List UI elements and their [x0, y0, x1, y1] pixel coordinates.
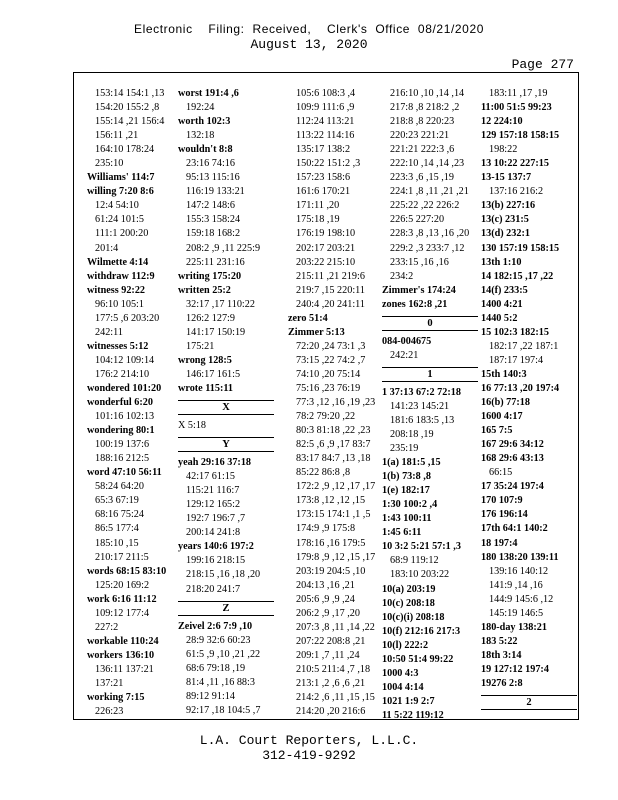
index-entry: wondering 80:1 — [87, 425, 155, 437]
index-entry-continuation: 226:5 227:20 — [390, 214, 445, 226]
index-entry-continuation: 159:18 168:2 — [186, 228, 241, 240]
index-entry-continuation: 61:5 ,9 ,10 ,21 ,22 — [186, 648, 261, 660]
index-entry: 11:00 51:5 99:23 — [481, 102, 552, 114]
index-entry-continuation: 216:10 ,10 ,14 ,14 — [390, 88, 465, 99]
index-entry-continuation: 183:10 203:22 — [390, 569, 450, 581]
index-entry: working 7:15 — [87, 692, 145, 704]
index-entry-continuation: 89:12 91:14 — [186, 690, 235, 702]
index-entry-continuation: 220:23 221:21 — [390, 130, 450, 142]
index-entry-continuation: 68:6 79:18 ,19 — [186, 662, 246, 674]
index-entry-continuation: 81:4 ,11 ,16 88:3 — [186, 676, 255, 688]
index-entry: Zimmer 5:13 — [288, 326, 345, 338]
index-entry-continuation: 100:19 137:6 — [95, 439, 150, 451]
index-entry-continuation: 199:16 218:15 — [186, 555, 246, 567]
page-number: Page 277 — [511, 57, 574, 72]
index-entry: wrong 128:5 — [178, 354, 232, 366]
index-entry: 130 157:19 158:15 — [481, 242, 560, 254]
index-entry: 1(a) 181:5 ,15 — [382, 457, 441, 469]
index-entry: 183 5:22 — [481, 635, 518, 647]
index-entry-continuation: 172:2 ,9 ,12 ,17 ,17 — [296, 481, 376, 493]
index-entry: 13-15 137:7 — [481, 172, 532, 184]
index-entry: witnesses 5:12 — [87, 340, 149, 352]
index-entry-continuation: 85:22 86:8 ,8 — [296, 467, 351, 479]
index-entry-continuation: 219:7 ,15 220:11 — [296, 284, 365, 296]
index-entry: 17 35:24 197:4 — [481, 481, 544, 493]
index-entry-continuation: 242:21 — [390, 349, 419, 361]
index-entry-continuation: 115:21 116:7 — [186, 485, 240, 497]
index-entry-continuation: 225:11 231:16 — [186, 256, 245, 268]
index-entry-continuation: 92:17 ,18 104:5 ,7 — [186, 704, 261, 716]
index-entry: worth 102:3 — [178, 116, 231, 128]
index-entry-continuation: 198:22 — [489, 144, 518, 156]
index-entry-continuation: 210:5 211:4 ,7 ,18 — [296, 663, 371, 675]
index-entry-continuation: 204:13 ,16 ,21 — [296, 579, 355, 591]
index-entry-continuation: 74:10 ,20 75:14 — [296, 368, 361, 380]
index-entry: 180-day 138:21 — [481, 621, 547, 633]
index-entry: 13th 1:10 — [481, 256, 522, 268]
index-entry-continuation: 185:10 ,15 — [95, 537, 139, 549]
index-entry: zones 162:8 ,21 — [382, 298, 448, 310]
index-entry-continuation: 178:16 ,16 179:5 — [296, 537, 366, 549]
letter-heading: 2 — [481, 695, 577, 710]
index-entry: yeah 29:16 37:18 — [178, 457, 252, 469]
index-entry: 10(l) 222:2 — [382, 639, 429, 651]
index-entry-continuation: 129:12 165:2 — [186, 499, 241, 511]
index-entry-continuation: 96:10 105:1 — [95, 298, 144, 310]
reporter-phone: 312-419-9292 — [262, 748, 356, 763]
index-entry-continuation: 208:18 ,19 — [390, 428, 434, 440]
index-entry: 176 196:14 — [481, 509, 528, 521]
index-entry: Wilmette 4:14 — [87, 256, 149, 268]
index-entry: written 25:2 — [178, 284, 231, 296]
letter-heading: X — [178, 400, 274, 415]
index-entry-continuation: 156:11 ,21 — [95, 130, 139, 142]
index-entry: Zeivel 2:6 7:9 ,10 — [178, 620, 253, 632]
letter-heading: Z — [178, 601, 274, 616]
index-column-5 — [481, 87, 577, 714]
filing-stamp: Electronic Filing: Received, Clerk's Office 08/21/2020 — [133, 22, 484, 36]
index-entry-continuation: 153:14 154:1 ,13 — [95, 88, 165, 99]
index-entry: 1600 4:17 — [481, 411, 523, 423]
index-entry-continuation: 228:3 ,8 ,13 ,16 ,20 — [390, 228, 470, 240]
index-entry-continuation: 227:2 — [95, 621, 119, 633]
index-entry-continuation: 179:8 ,9 ,12 ,15 ,17 — [296, 551, 376, 563]
index-entry-continuation: 218:20 241:7 — [186, 583, 241, 595]
index-entry-continuation: 181:6 183:5 ,13 — [390, 414, 455, 426]
index-entry-continuation: 176:2 214:10 — [95, 368, 150, 380]
index-entry: 1021 1:9 2:7 — [382, 695, 435, 707]
index-entry-continuation: 175:18 ,19 — [296, 214, 340, 226]
index-entry: 1440 5:2 — [481, 312, 518, 324]
index-entry: 1:43 100:11 — [382, 513, 432, 525]
index-entry: work 6:16 11:12 — [87, 593, 157, 605]
index-entry-continuation: 213:1 ,2 ,6 ,6 ,21 — [296, 677, 366, 689]
index-entry-continuation: 141:9 ,14 ,16 — [489, 579, 543, 591]
index-entry: 16(b) 77:18 — [481, 397, 530, 409]
index-entry-continuation: 42:17 61:15 — [186, 471, 235, 483]
footer — [0, 733, 618, 763]
index-entry-continuation: 75:16 ,23 76:19 — [296, 382, 361, 394]
index-entry-continuation: 173:15 174:1 ,1 ,5 — [296, 509, 371, 521]
transcript-date: August 13, 2020 — [250, 37, 368, 52]
index-entry: 13 10:22 227:15 — [481, 158, 549, 170]
index-entry: witness 92:22 — [87, 284, 146, 296]
index-entry: 168 29:6 43:13 — [481, 453, 544, 465]
index-entry-continuation: 104:12 109:14 — [95, 354, 155, 366]
index-entry-continuation: 144:9 145:6 ,12 — [489, 593, 554, 605]
index-entry-continuation: 95:13 115:16 — [186, 172, 240, 184]
index-entry-continuation: 207:22 208:8 ,21 — [296, 635, 366, 647]
index-entry: 165 7:5 — [481, 425, 513, 437]
index-entry-continuation: 202:17 203:21 — [296, 242, 356, 254]
index-entry: willing 7:20 8:6 — [87, 186, 154, 198]
index-entry-continuation: 23:16 74:16 — [186, 158, 235, 170]
index-entry-continuation: 141:17 150:19 — [186, 326, 246, 338]
index-entry-continuation: 229:2 ,3 233:7 ,12 — [390, 242, 465, 254]
index-entry-continuation: 187:17 197:4 — [489, 354, 544, 366]
index-entry-continuation: 83:17 84:7 ,13 ,18 — [296, 453, 371, 465]
index-entry: 17th 64:1 140:2 — [481, 523, 548, 535]
index-entry: 18 197:4 — [481, 537, 518, 549]
index-entry: wondered 101:20 — [87, 382, 162, 394]
index-entry-continuation: 135:17 138:2 — [296, 144, 351, 156]
index-entry-continuation: 125:20 169:2 — [95, 579, 150, 591]
index-entry-continuation: 73:15 ,22 74:2 ,7 — [296, 354, 366, 366]
index-entry-continuation: 235:10 — [95, 158, 124, 170]
index-column-4 — [382, 87, 478, 723]
index-entry-continuation: 221:21 222:3 ,6 — [390, 144, 455, 156]
index-entry: 084-004675 — [382, 335, 432, 347]
index-entry: wouldn't 8:8 — [178, 144, 233, 156]
index-entry-continuation: 68:16 75:24 — [95, 509, 144, 521]
index-entry: 1:45 6:11 — [382, 527, 422, 539]
index-entry: 180 138:20 139:11 — [481, 551, 559, 563]
index-entry-continuation: 112:24 113:21 — [296, 116, 355, 128]
index-entry-continuation: 61:24 101:5 — [95, 214, 144, 226]
index-entry-continuation: 206:2 ,9 ,17 ,20 — [296, 607, 360, 619]
index-entry: word 47:10 56:11 — [87, 467, 162, 479]
index-entry-continuation: 146:17 161:5 — [186, 368, 241, 380]
index-entry-continuation: 192:24 — [186, 102, 215, 114]
index-entry: 14 182:15 ,17 ,22 — [481, 270, 554, 282]
index-entry-continuation: 126:2 127:9 — [186, 312, 235, 324]
letter-heading: 0 — [382, 316, 478, 331]
index-entry-continuation: 145:19 146:5 — [489, 607, 544, 619]
index-entry-continuation: 203:22 215:10 — [296, 256, 356, 268]
index-entry: years 140:6 197:2 — [178, 541, 254, 553]
index-entry-continuation: 155:3 158:24 — [186, 214, 241, 226]
index-entry: 1(e) 182:17 — [382, 485, 430, 497]
index-entry-continuation: 150:22 151:2 ,3 — [296, 158, 361, 170]
index-entry: 15 102:3 182:15 — [481, 326, 549, 338]
index-entry-continuation: 175:21 — [186, 340, 215, 352]
index-entry-continuation: 223:3 ,6 ,15 ,19 — [390, 172, 454, 184]
index-entry-continuation: 218:8 ,8 220:23 — [390, 116, 455, 128]
index-entry-continuation: 28:9 32:6 60:23 — [186, 634, 251, 646]
index-entry: 19 127:12 197:4 — [481, 663, 549, 675]
index-entry-continuation: 242:11 — [95, 326, 123, 338]
index-entry-continuation: 80:3 81:18 ,22 ,23 — [296, 425, 371, 437]
index-entry: 10(f) 212:16 217:3 — [382, 625, 461, 637]
index-column-1 — [87, 87, 183, 719]
index-entry-continuation: 116:19 133:21 — [186, 186, 245, 198]
index-entry-continuation: 205:6 ,9 ,9 ,24 — [296, 593, 355, 605]
index-entry-continuation: 109:9 111:6 ,9 — [296, 102, 355, 114]
index-entry: Zimmer's 174:24 — [382, 284, 456, 296]
index-entry-continuation: 214:2 ,6 ,11 ,15 ,15 — [296, 692, 375, 704]
index-entry: 10(c)(i) 208:18 — [382, 611, 445, 623]
index-entry: 13(d) 232:1 — [481, 228, 530, 240]
index-entry-continuation: 176:19 198:10 — [296, 228, 356, 240]
letter-heading: Y — [178, 437, 274, 452]
index-entry-continuation: 164:10 178:24 — [95, 144, 155, 156]
index-entry-continuation: 58:24 64:20 — [95, 481, 144, 493]
index-entry: 13(c) 231:5 — [481, 214, 529, 226]
index-entry: 12 224:10 — [481, 116, 523, 128]
index-entry-continuation: 233:15 ,16 ,16 — [390, 256, 449, 268]
index-entry-continuation: 147:2 148:6 — [186, 200, 235, 212]
index-entry-continuation: 222:10 ,14 ,14 ,23 — [390, 158, 465, 170]
index-entry: Williams' 114:7 — [87, 172, 155, 184]
index-entry-continuation: 137:16 216:2 — [489, 186, 544, 198]
index-entry-continuation: 77:3 ,12 ,16 ,19 ,23 — [296, 397, 376, 409]
index-entry-continuation: 208:2 ,9 ,11 225:9 — [186, 242, 261, 254]
index-entry-continuation: 72:20 ,24 73:1 ,3 — [296, 340, 366, 352]
index-entry-continuation: 66:15 — [489, 467, 513, 479]
index-entry-continuation: 155:14 ,21 156:4 — [95, 116, 165, 128]
index-entry: 129 157:18 158:15 — [481, 130, 560, 142]
index-entry-continuation: 200:14 241:8 — [186, 527, 241, 539]
index-entry: wonderful 6:20 — [87, 397, 153, 409]
index-entry-continuation: 209:1 ,7 ,11 ,24 — [296, 649, 360, 661]
index-entry: worst 191:4 ,6 — [178, 88, 239, 99]
index-entry: writing 175:20 — [178, 270, 242, 282]
index-entry-continuation: 137:21 — [95, 677, 124, 689]
index-entry-continuation: 188:16 212:5 — [95, 453, 150, 465]
index-column-3 — [288, 87, 384, 719]
index-entry-continuation: 201:4 — [95, 242, 119, 254]
index-entry: withdraw 112:9 — [87, 270, 155, 282]
index-entry-continuation: 101:16 102:13 — [95, 411, 155, 423]
index-entry-continuation: 182:17 ,22 187:1 — [489, 340, 559, 352]
index-entry: 13(b) 227:16 — [481, 200, 536, 212]
index-entry-continuation: 111:1 200:20 — [95, 228, 149, 240]
index-entry-continuation: 192:7 196:7 ,7 — [186, 513, 246, 525]
index-entry: 1:30 100:2 ,4 — [382, 499, 438, 511]
index-entry-continuation: 218:15 ,16 ,18 ,20 — [186, 569, 261, 581]
index-entry-continuation: 12:4 54:10 — [95, 200, 139, 212]
index-entry-continuation: 224:1 ,8 ,11 ,21 ,21 — [390, 186, 469, 198]
index-entry-continuation: 32:17 ,17 110:22 — [186, 298, 255, 310]
index-entry: 15th 140:3 — [481, 368, 527, 380]
index-entry-continuation: 109:12 177:4 — [95, 607, 150, 619]
index-entry: words 68:15 83:10 — [87, 565, 167, 577]
index-entry: 10(a) 203:19 — [382, 583, 436, 595]
index-entry: 19276 2:8 — [481, 677, 523, 689]
index-entry-continuation: 215:11 ,21 219:6 — [296, 270, 365, 282]
index-entry: 1004 4:14 — [382, 681, 424, 693]
index-entry-continuation: 157:23 158:6 — [296, 172, 351, 184]
index-entry: workers 136:10 — [87, 649, 155, 661]
index-entry: 10(c) 208:18 — [382, 597, 435, 609]
index-entry-continuation: 78:2 79:20 ,22 — [296, 411, 356, 423]
index-entry-continuation: 203:19 204:5 ,10 — [296, 565, 366, 577]
index-entry: workable 110:24 — [87, 635, 159, 647]
index-entry-continuation: 132:18 — [186, 130, 215, 142]
index-entry-continuation: 217:8 ,8 218:2 ,2 — [390, 102, 460, 114]
index-entry-continuation: 105:6 108:3 ,4 — [296, 88, 356, 99]
index-entry: 167 29:6 34:12 — [481, 439, 544, 451]
index-entry: 14(f) 233:5 — [481, 284, 528, 296]
index-entry-continuation: 183:11 ,17 ,19 — [489, 88, 548, 99]
index-entry-continuation: 161:6 170:21 — [296, 186, 351, 198]
index-entry-continuation: 214:20 ,20 216:6 — [296, 706, 366, 718]
index-column-2 — [178, 87, 274, 718]
index-entry-continuation: 136:11 137:21 — [95, 663, 154, 675]
index-entry: 170 107:9 — [481, 495, 523, 507]
index-entry: 1(b) 73:8 ,8 — [382, 471, 431, 483]
index-entry: 16 77:13 ,20 197:4 — [481, 382, 560, 394]
index-entry: 1 37:13 67:2 72:18 — [382, 386, 461, 398]
index-entry-continuation: 171:11 ,20 — [296, 200, 340, 212]
index-entry: zero 51:4 — [288, 312, 328, 324]
index-entry: 1400 4:21 — [481, 298, 523, 310]
index-entry: 18th 3:14 — [481, 649, 522, 661]
index-frame — [73, 72, 579, 720]
index-entry: 10 3:2 5:21 57:1 ,3 — [382, 541, 461, 553]
index-entry-continuation: 234:2 — [390, 270, 414, 282]
reporter-company: L.A. Court Reporters, L.L.C. — [199, 733, 419, 748]
index-entry-continuation: 86:5 177:4 — [95, 523, 139, 535]
index-entry-continuation: 210:17 211:5 — [95, 551, 149, 563]
index-entry-continuation: 68:9 119:12 — [390, 555, 439, 567]
index-entry-continuation: 207:3 ,8 ,11 ,14 ,22 — [296, 621, 375, 633]
index-entry-continuation: 154:20 155:2 ,8 — [95, 102, 160, 114]
index-entry-continuation: 65:3 67:19 — [95, 495, 139, 507]
index-entry-continuation: 139:16 140:12 — [489, 565, 549, 577]
index-entry: 10:50 51:4 99:22 — [382, 653, 454, 665]
index-entry-continuation: 174:9 ,9 175:8 — [296, 523, 356, 535]
index-entry: 11 5:22 119:12 — [382, 709, 444, 721]
index-entry: 1000 4:3 — [382, 667, 419, 679]
index-entry-continuation: 173:8 ,12 ,12 ,15 — [296, 495, 366, 507]
index-entry-continuation: 113:22 114:16 — [296, 130, 355, 142]
index-entry-continuation: 225:22 ,22 226:2 — [390, 200, 460, 212]
index-entry-continuation: 82:5 ,6 ,9 ,17 83:7 — [296, 439, 371, 451]
index-entry: wrote 115:11 — [178, 382, 233, 394]
index-entry-continuation: 235:19 — [390, 443, 419, 455]
letter-heading: 1 — [382, 367, 478, 382]
index-entry-continuation: 226:23 — [95, 706, 124, 718]
index-entry-continuation: 177:5 ,6 203:20 — [95, 312, 160, 324]
index-entry-continuation: 141:23 145:21 — [390, 400, 450, 412]
index-entry-continuation: 240:4 ,20 241:11 — [296, 298, 365, 310]
index-entry: X 5:18 — [178, 420, 207, 432]
